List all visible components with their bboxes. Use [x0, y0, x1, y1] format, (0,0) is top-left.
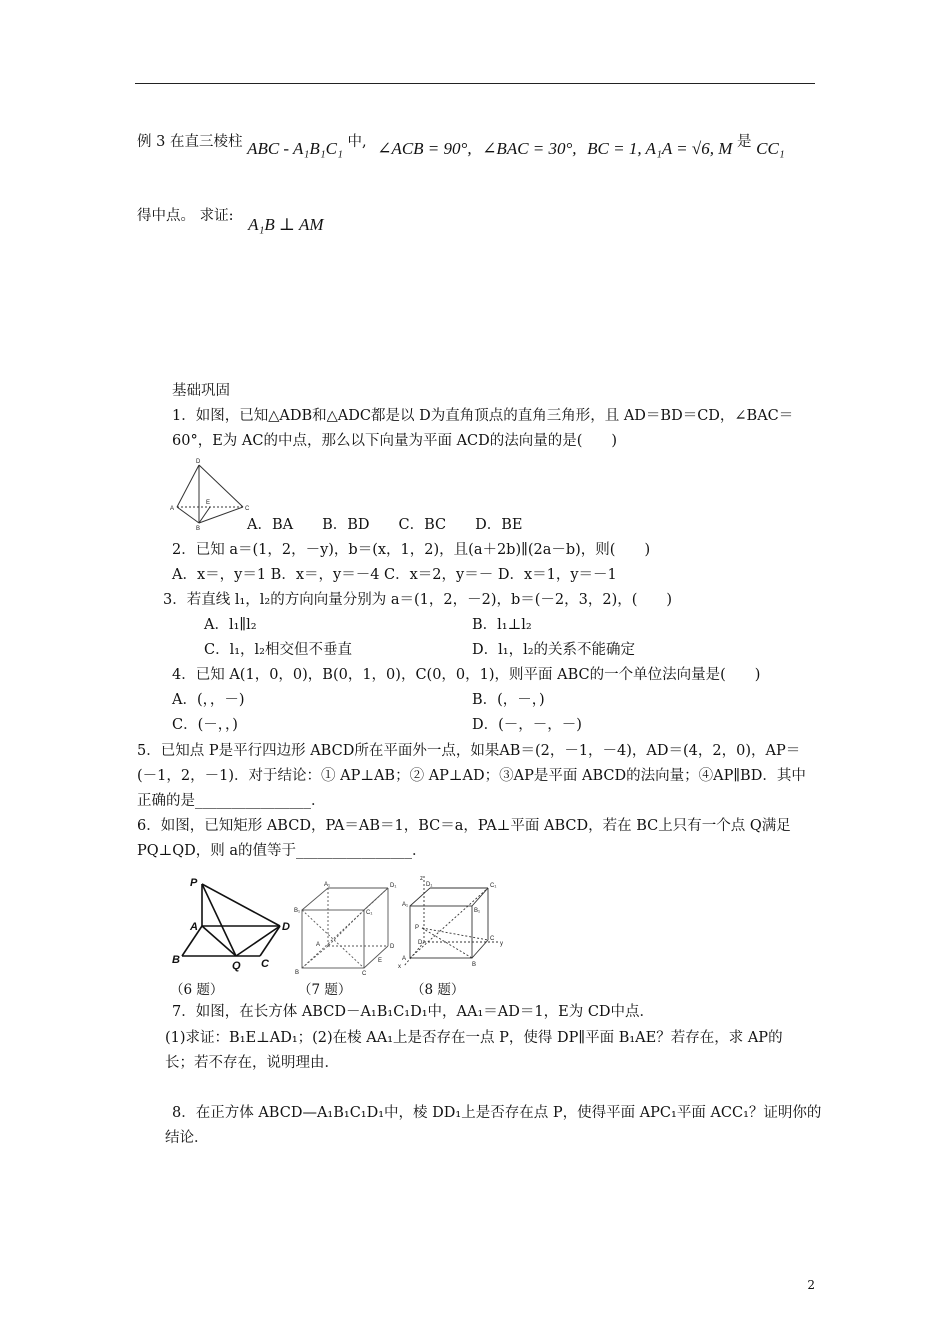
- section-title: 基础巩固: [172, 383, 230, 399]
- svg-text:D₁: D₁: [390, 883, 397, 889]
- svg-text:B₁: B₁: [474, 908, 481, 914]
- q2-line1: 2．已知 a＝(1，2，－y)，b＝(x，1，2)，且(a＋2b)∥(2a－b)，则( ): [172, 542, 651, 558]
- example3-line1: [137, 131, 785, 158]
- svg-text:B: B: [172, 954, 180, 966]
- svg-text:A₁: A₁: [324, 882, 331, 888]
- example3-shi: 是: [737, 134, 752, 150]
- q8-line1: 8．在正方体 ABCD—A₁B₁C₁D₁中，棱 DD₁上是否存在点 P，使得平面 APC₁平面 ACC₁？证明你的: [172, 1105, 822, 1121]
- svg-text:E: E: [206, 500, 211, 506]
- svg-text:D: D: [282, 921, 290, 933]
- example3-zhong: 中,: [347, 134, 367, 150]
- svg-text:C: C: [490, 936, 495, 942]
- svg-text:A₁: A₁: [402, 902, 409, 908]
- svg-text:A: A: [190, 921, 198, 933]
- svg-text:D: D: [390, 944, 395, 950]
- q4-line1: 4．已知 A(1，0，0)，B(0，1，0)，C(0，0，1)，则平面 ABC的一个单位法向量是( ): [172, 667, 761, 683]
- q3-option-b: B．l₁⊥l₂: [472, 617, 532, 633]
- q1-options: A．BA B．BD C．BC D．BE: [247, 517, 523, 533]
- given-values: BC = 1, A₁A = √6, M: [587, 139, 733, 158]
- q8-line2: 结论．: [165, 1130, 209, 1146]
- svg-text:D₁: D₁: [426, 882, 433, 888]
- example3-line2: [137, 205, 324, 234]
- q5-line3: 正确的是________________．: [137, 793, 326, 809]
- q1-line2: 60°，E为 AC的中点，那么以下向量为平面 ACD的法向量的是( ): [172, 433, 618, 449]
- q1-figure: [165, 455, 255, 535]
- angle-bac: ∠BAC = 30°,: [482, 139, 577, 158]
- svg-text:y: y: [500, 941, 503, 947]
- svg-text:E: E: [378, 958, 383, 964]
- q4-option-d: D．(－，－，－): [472, 717, 582, 733]
- svg-text:P: P: [415, 925, 420, 931]
- angle-acb: ∠ACB = 90°,: [377, 139, 472, 158]
- svg-text:A: A: [316, 942, 321, 948]
- example3-prove-label: 得中点。 求证:: [137, 208, 234, 224]
- fig7-caption: （7 题）: [298, 982, 352, 998]
- svg-text:z: z: [420, 876, 423, 882]
- q7-line1: 7．如图，在长方体 ABCD－A₁B₁C₁D₁中，AA₁＝AD＝1，E为 CD中点．: [172, 1004, 655, 1020]
- q6-line1: 6．如图，已知矩形 ABCD，PA＝AB＝1，BC＝a，PA⊥平面 ABCD，若在 BC上只有一个点 Q满足: [137, 818, 791, 834]
- svg-text:D: D: [418, 940, 423, 946]
- fig6-diagram: [168, 872, 293, 976]
- q5-line1: 5．已知点 P是平行四边形 ABCD所在平面外一点，如果AB＝(2，－1，－4)，AD＝(4，2，0)，AP＝: [137, 743, 801, 759]
- q1-line1: 1．如图，已知△ADB和△ADC都是以 D为直角顶点的直角三角形，且 AD＝BD＝CD，∠BAC＝: [172, 408, 794, 424]
- q7-line3: 长；若不存在，说明理由．: [165, 1055, 339, 1071]
- fig6-caption: （6 题）: [170, 982, 224, 998]
- q3-option-c: C．l₁，l₂相交但不垂直: [204, 642, 352, 658]
- q3-line1: 3．若直线 l₁，l₂的方向向量分别为 a＝(1，2，－2)，b＝(－2，3，2)，( ): [163, 592, 673, 608]
- q4-option-b: B．(，－，): [472, 692, 545, 708]
- fig8-diagram: [396, 872, 511, 976]
- svg-text:B: B: [472, 962, 477, 968]
- svg-text:C: C: [362, 971, 367, 977]
- q5-line2: (－1，2，－1)．对于结论：① AP⊥AB；② AP⊥AD；③AP是平面 ABCD的法向量；④AP∥BD．其中: [137, 768, 806, 784]
- svg-text:Q: Q: [232, 960, 241, 972]
- q3-option-d: D．l₁，l₂的关系不能确定: [472, 642, 636, 658]
- prism-name: ABC - A₁B₁C₁: [247, 139, 343, 158]
- svg-text:C₁: C₁: [366, 910, 373, 916]
- fig7-diagram: [290, 880, 395, 979]
- svg-text:A: A: [170, 506, 175, 512]
- q3-option-a: A．l₁∥l₂: [204, 617, 257, 633]
- svg-text:C: C: [245, 506, 250, 512]
- q4-option-c: C．(－，，): [172, 717, 238, 733]
- q4-option-a: A．(，，－): [172, 692, 245, 708]
- q2-options: A．x＝，y＝1 B．x＝，y＝－4 C．x＝2，y＝－ D．x＝1，y＝－1: [172, 567, 617, 583]
- q7-line2: (1)求证：B₁E⊥AD₁；(2)在棱 AA₁上是否存在一点 P，使得 DP∥平面 B₁AE？若存在，求 AP的: [165, 1030, 783, 1046]
- svg-text:B: B: [295, 970, 300, 976]
- svg-text:D: D: [196, 459, 201, 465]
- segment-cc1: CC₁: [756, 139, 785, 158]
- svg-text:A: A: [402, 956, 407, 962]
- svg-text:C: C: [261, 958, 269, 970]
- svg-text:C₁: C₁: [490, 883, 497, 889]
- svg-text:B₁: B₁: [294, 908, 301, 914]
- example3-intro: 例 3 在直三棱柱: [137, 134, 243, 150]
- example3-goal: A₁B ⊥ AM: [248, 215, 324, 234]
- q6-line2: PQ⊥QD，则 a的值等于________________．: [137, 843, 427, 859]
- svg-text:B: B: [196, 526, 201, 532]
- page-number: 2: [807, 1278, 815, 1292]
- fig8-caption: （8 题）: [411, 982, 465, 998]
- svg-text:P: P: [190, 877, 198, 889]
- svg-text:x: x: [398, 964, 401, 970]
- header-rule: [135, 83, 815, 84]
